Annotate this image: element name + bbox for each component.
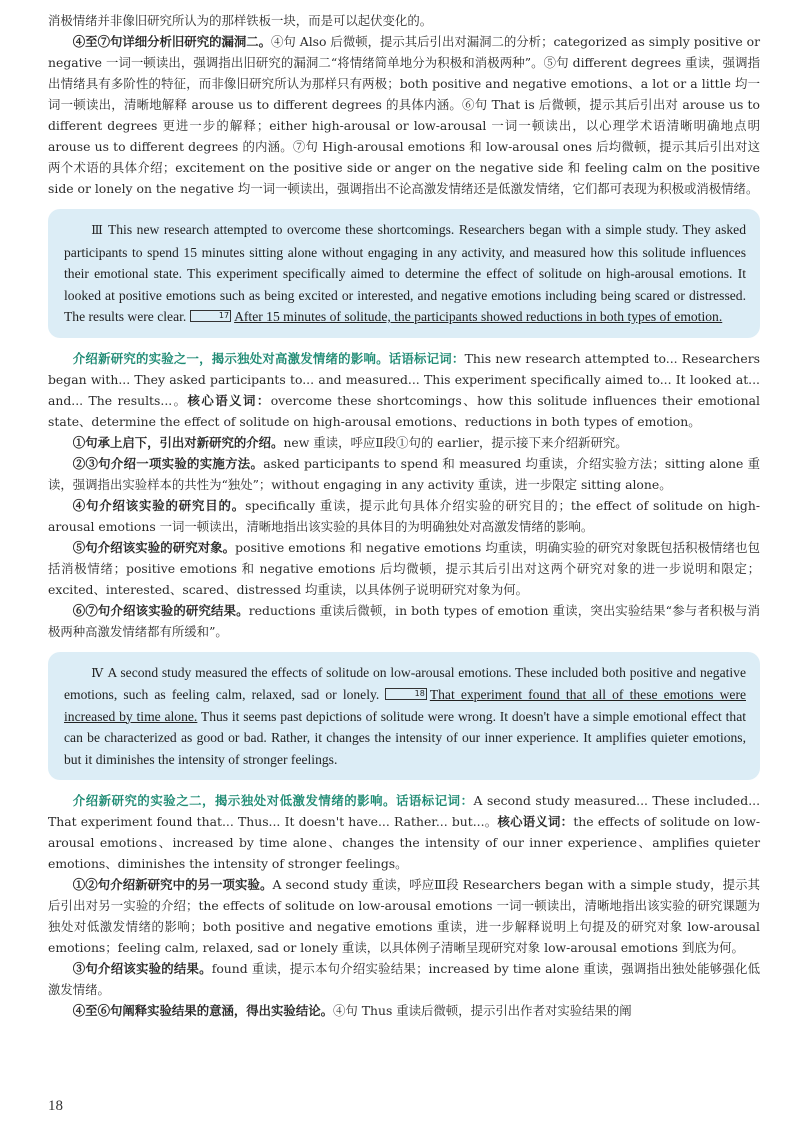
core-words-heading: 核心语义词： bbox=[497, 814, 574, 829]
underlined-sentence: After 15 minutes of solitude, the participants showed reductions in both types of emotion. bbox=[234, 309, 723, 324]
core-words: the effects of solitude on low-arousal emotions、increased by time alone、changes the intensity of our inner experience、amplifies quieter emotions、diminishes the intensity of stronger feelings。 bbox=[48, 814, 760, 871]
analysis-heading: ④句介绍该实验的研究目的。 bbox=[72, 497, 246, 513]
core-words-heading: 核心语义词： bbox=[187, 392, 271, 408]
discourse-markers: A second study measured... These included... That experiment found that... Thus... It doesn't have... Rather... but...。 bbox=[48, 793, 761, 829]
page-content bbox=[48, 10, 760, 1021]
passage-text bbox=[64, 662, 746, 771]
analysis-paragraph bbox=[48, 453, 760, 495]
paragraph-numeral: Ⅲ bbox=[91, 223, 104, 237]
analysis-body: positive emotions 和 negative emotions 均重读，明确实验的研究对象既包括积极情绪也包括消极情绪；positive emotions 和 negative emotions 后均微顿，提示其后引出对这两个研究对象的进一步说明和限定；excited、interested、scared、distressed 均重读，以具体例子说明研究对象为何。 bbox=[48, 539, 760, 597]
analysis-heading: ①句承上启下，引出对新研究的介绍。 bbox=[72, 434, 284, 450]
section-heading: 介绍新研究的实验之二，揭示独处对低激发情绪的影响。话语标记词： bbox=[72, 793, 474, 808]
analysis-paragraph bbox=[48, 432, 760, 453]
analysis-paragraph bbox=[48, 31, 760, 199]
section-heading: 介绍新研究的实验之一，揭示独处对高激发情绪的影响。话语标记词： bbox=[72, 350, 465, 366]
core-words: overcome these shortcomings、how this solitude influences their emotional state、determine the effect of solitude on high-arousal emotions、reductions in both types of emotion。 bbox=[48, 392, 761, 429]
analysis-body: asked participants to spend 和 measured 均重读，介绍实验方法；sitting alone 重读，强调指出实验样本的共性为“独处”；without engaging in any activity 重读，进一步限定 sitting alone。 bbox=[48, 455, 760, 492]
analysis-heading: ⑥⑦句介绍该实验的研究结果。 bbox=[72, 602, 249, 618]
analysis-body: ④句 Thus 重读后微顿，提示引出作者对实验结果的阐 bbox=[333, 1003, 632, 1018]
analysis-heading: ④至⑥句阐释实验结果的意涵，得出实验结论。 bbox=[72, 1003, 333, 1018]
analysis-heading: ①②句介绍新研究中的另一项实验。 bbox=[72, 877, 273, 892]
analysis-paragraph bbox=[48, 600, 760, 642]
analysis-paragraph bbox=[48, 958, 760, 1000]
analysis-heading: ②③句介绍一项实验的实施方法。 bbox=[72, 455, 264, 471]
question-marker: 17 bbox=[190, 310, 231, 322]
analysis-heading: ④至⑦句详细分析旧研究的漏洞二。 bbox=[72, 34, 272, 49]
analysis-heading: ⑤句介绍该实验的研究对象。 bbox=[72, 539, 236, 555]
analysis-body: reductions 重读后微顿，in both types of emotion 重读，突出实验结果“参与者积极与消极两种高激发情绪都有所缓和”。 bbox=[48, 602, 760, 639]
underlined-sentence: That experiment found that all of these emotions were increased by time alone. bbox=[64, 687, 746, 724]
passage-box-3 bbox=[48, 209, 760, 338]
analysis-body: specifically 重读，提示此句具体介绍实验的研究目的；the effect of solitude on high-arousal emotions 一词一顿读出，清晰地指出该实验的具体目的为明确独处对高激发情绪的影响。 bbox=[48, 497, 761, 534]
passage-text bbox=[64, 219, 746, 328]
question-marker: 18 bbox=[385, 688, 426, 700]
section-intro bbox=[48, 790, 760, 874]
analysis-heading: ③句介绍该实验的结果。 bbox=[72, 961, 212, 976]
analysis-body: A second study 重读，呼应Ⅲ段 Researchers began with a simple study，提示其后引出对另一实验的介绍；the effects of solitude on low-arousal emotions 一词一顿读出，清晰地指出该实验的研究课题为独处对低激发情绪的影响；both positive and negative emotions 重读，进一步解释说明上句提及的研究对象 low-arousal emotions；feeling calm, relaxed, sad or lonely 重读，以具体例子清晰呈现研究对象 low-arousal emotions 到底为何。 bbox=[48, 877, 760, 955]
passage-box-4 bbox=[48, 652, 760, 781]
passage-body: A second study measured the effects of solitude on low-arousal emotions. These included both positive and negative emotions, such as feeling calm, relaxed, sad or lonely. bbox=[64, 664, 746, 702]
discourse-markers: This new research attempted to... Researchers began with... They asked participants to... and measured... This experiment specifically aimed to... It looked at... and... The results...。 bbox=[48, 350, 760, 408]
passage-body-rest: Thus it seems past depictions of solitude were wrong. It doesn't have a simple emotional effect that can be characterized as good or bad. Rather, it changes the intensity of our inner experience. It amplifies quieter emotions, but it diminishes the intensity of stronger feelings. bbox=[64, 708, 747, 767]
paragraph: 消极情绪并非像旧研究所认为的那样铁板一块，而是可以起伏变化的。 bbox=[48, 13, 433, 28]
page-number: 18 bbox=[48, 1098, 63, 1114]
section-intro bbox=[48, 348, 760, 432]
paragraph-numeral: Ⅳ bbox=[91, 665, 104, 680]
passage-body: This new research attempted to overcome these shortcomings. Researchers began with a simple study. They asked participants to spend 15 minutes sitting alone without engaging in any activity, and measured how this solitude influences their emotional state. This experiment specifically aimed to determine the effect of solitude on high-arousal emotions. It looked at positive emotions such as being excited or interested, and negative emotions including being scared or distressed. The results were clear. bbox=[64, 222, 747, 324]
analysis-body: ④句 Also 后微顿，提示其后引出对漏洞二的分析；categorized as simply positive or negative 一词一顿读出，强调指出旧研究的漏洞二“将情绪简单地分为积极和消极两种”。⑤句 different degrees 重读，强调指出情绪具有多阶性的特征，而非像旧研究所认为那样只有两极；both positive and negative emotions、a lot or a little 均一词一顿读出，清晰地解释 arouse us to different degrees 的具体内涵。⑥句 That is 后微顿，提示其后引出对 arouse us to different degrees 更进一步的解释；either high-arousal or low-arousal 一词一顿读出，以心理学术语清晰明确地点明 arouse us to different degrees 的内涵。⑦句 High-arousal emotions 和 low-arousal ones 后均微顿，提示其后引出对这两个术语的具体介绍；excitement on the positive side or anger on the negative side 和 feeling calm on the positive side or lonely on the negative 均一词一顿读出，强调指出不论高激发情绪还是低激发情绪，它们都可表现为积极或消极情绪。 bbox=[48, 34, 761, 196]
analysis-paragraph bbox=[48, 537, 760, 600]
analysis-body: found 重读，提示本句介绍实验结果；increased by time alone 重读，强调指出独处能够强化低激发情绪。 bbox=[48, 961, 761, 997]
analysis-paragraph bbox=[48, 495, 760, 537]
analysis-paragraph bbox=[48, 1000, 760, 1021]
analysis-paragraph bbox=[48, 874, 760, 958]
analysis-body: new 重读，呼应Ⅱ段①句的 earlier，提示接下来介绍新研究。 bbox=[283, 434, 628, 450]
